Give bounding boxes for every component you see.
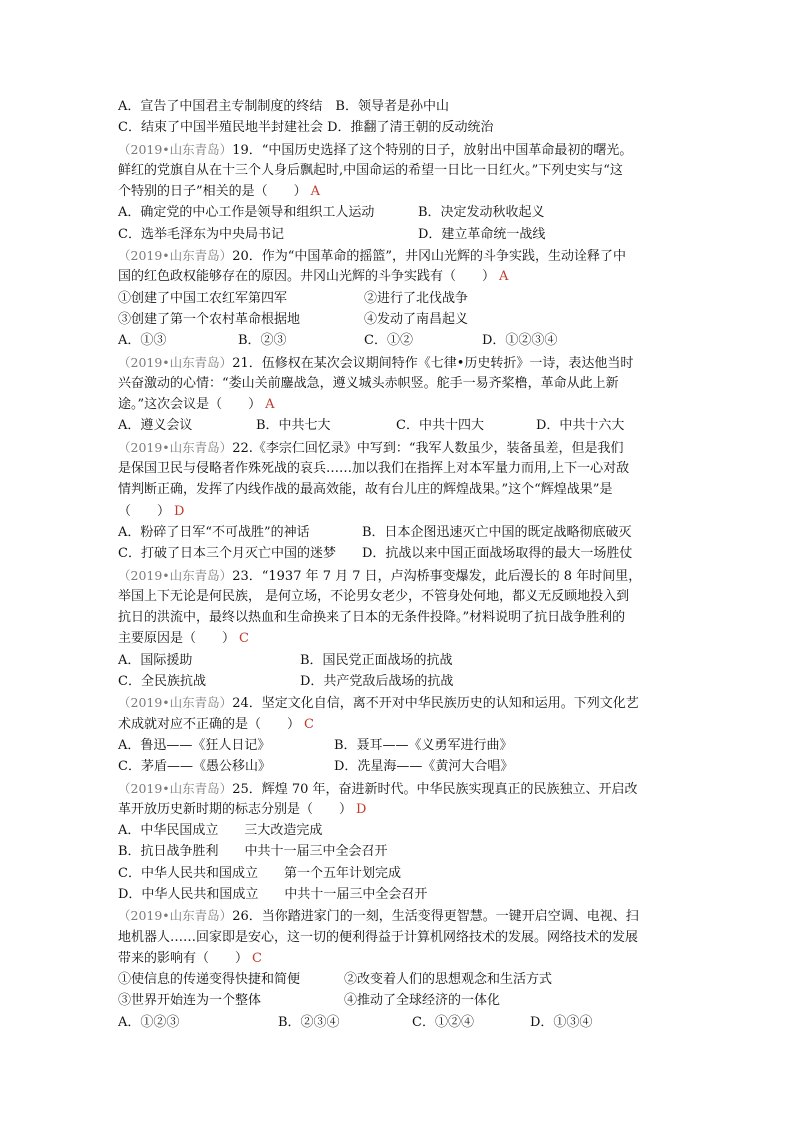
q26-stem-line-3: 带来的影响有（ ） C <box>118 950 262 966</box>
q21-stem-line-3: 途。”这次会议是（ ） A <box>118 397 275 413</box>
q22-option-b: B．日本企图迅速灭亡中国的既定战略彻底破灭 <box>362 524 632 540</box>
q26-statements-row-1 <box>118 969 678 990</box>
q22-stem-line-4: （ ） D <box>118 503 185 519</box>
q18-option-d: D．推翻了清王朝的反动统治 <box>327 120 494 136</box>
q26-option-a: A．①②③ <box>118 1014 180 1030</box>
q26-option-c: C．①②④ <box>412 1014 474 1030</box>
q26-statement-1: ①使信息的传递变得快捷和简便 <box>118 972 301 988</box>
q23-answer: C <box>239 631 249 647</box>
q19-answer: A <box>310 184 321 200</box>
q24-options-row-1 <box>118 735 678 756</box>
q20-statement-4: ④发动了南昌起义 <box>364 311 469 327</box>
q23-option-a: A．国际援助 <box>118 652 193 668</box>
q19-source: （2019•山东青岛） <box>118 141 233 157</box>
exam-page <box>118 96 678 1033</box>
q23-option-d: D．共产党敌后战场的抗战 <box>300 674 454 690</box>
q21-stem-line-2: 兴奋激动的心情：“娄山关前鏖战急，遵义城头赤帜竖。舵手一易齐桨橹，革命从此上新 <box>118 375 619 391</box>
q24-option-c: C．茅盾——《愚公移山》 <box>118 759 271 775</box>
q22-source: （2019•山东青岛） <box>118 439 233 455</box>
q20-statement-2: ②进行了北伐战争 <box>364 290 469 306</box>
q23-stem-line-1: （2019•山东青岛）23．“1937 年 7 月 7 日，卢沟桥事变爆发，此后漫长的 8 年时间里， <box>118 567 642 584</box>
q20-source: （2019•山东青岛） <box>118 248 233 264</box>
q25-stem-line-1: （2019•山东青岛）25．辉煌 70 年，奋进新时代。中华民族实现真正的民族独立、开启改 <box>118 780 638 797</box>
q20-option-a: A．①③ <box>118 333 167 349</box>
q25-option-d: D．中华人民共和国成立 中共十一届三中全会召开 <box>118 886 428 902</box>
q20-answer: A <box>499 269 509 285</box>
q18-option-b: B．领导者是孙中山 <box>335 99 449 114</box>
q19-options-row-2 <box>118 224 678 245</box>
q25-stem-line-2: 革开放历史新时期的标志分别是（ ） D <box>118 801 367 817</box>
q26-statements-row-2 <box>118 990 678 1011</box>
q24-stem-line-1: （2019•山东青岛）24．坚定文化自信，离不开对中华民族历史的认知和运用。下列文化艺 <box>118 695 639 712</box>
q23-options-row-2 <box>118 671 678 692</box>
q18-options-row-2 <box>118 117 678 138</box>
q22-answer: D <box>174 503 185 519</box>
q24-option-d: D．冼星海——《黄河大合唱》 <box>334 759 514 775</box>
q19-option-a: A．确定党的中心工作是领导和组织工人运动 <box>118 205 375 221</box>
q24-option-a: A．鲁迅——《狂人日记》 <box>118 737 271 753</box>
q24-option-b: B．聂耳——《义勇军进行曲》 <box>334 737 513 753</box>
q26-statement-2: ②改变着人们的思想观念和生活方式 <box>344 972 553 988</box>
q19-stem-line-3: 个特别的日子”相关的是（ ） A <box>118 184 321 200</box>
q19-stem-line-2: 鲜红的党旗自从在十三个人身后飘起时,中国命运的希望一日比一日红火。”下列史实与“这 <box>118 162 623 178</box>
q20-statements-row-2 <box>118 309 678 330</box>
q20-options-row <box>118 330 678 351</box>
q19-options-row-1 <box>118 202 678 223</box>
q22-options-row-1 <box>118 522 678 543</box>
q26-option-d: D．①③④ <box>530 1014 593 1030</box>
q19-option-b: B．决定发动秋收起义 <box>418 205 545 221</box>
q26-option-b: B．②③④ <box>278 1014 340 1030</box>
q22-stem-line-3: 情判断正确，发挥了内线作战的最高效能，故有台儿庄的辉煌战果。”这个“辉煌战果”是 <box>118 482 613 498</box>
q23-option-b: B．国民党正面战场的抗战 <box>300 652 453 668</box>
q20-stem-line-2: 国的红色政权能够存在的原因。井冈山光辉的斗争实践有（ ） A <box>118 269 509 285</box>
q20-statements-row-1 <box>118 288 678 309</box>
q24-options-row-2 <box>118 756 678 777</box>
q20-statement-1: ①创建了中国工农红军第四军 <box>118 290 288 306</box>
q21-source: （2019•山东青岛） <box>118 354 233 370</box>
q26-statement-3: ③世界开始连为一个整体 <box>118 993 262 1009</box>
q22-option-d: D．抗战以来中国正面战场取得的最大一场胜仗 <box>362 546 633 562</box>
q18-options-row-1 <box>118 96 678 117</box>
q23-stem-line-3: 抗日的洪流中，最终以热血和生命换来了日本的无条件投降。”材料说明了抗日战争胜利的 <box>118 610 626 626</box>
q26-options-row <box>118 1012 678 1033</box>
q21-option-a: A．遵义会议 <box>118 418 193 434</box>
q21-option-d: D．中共十六大 <box>536 418 625 434</box>
q22-stem-line-1: （2019•山东青岛）22.《李宗仁回忆录》中写到：“我军人数虽少，装备虽差，但是我们 <box>118 439 624 456</box>
q25-source: （2019•山东青岛） <box>118 780 233 796</box>
q22-options-row-2 <box>118 543 678 564</box>
q20-option-b: B．②③ <box>238 333 287 349</box>
q26-statement-4: ④推动了全球经济的一体化 <box>344 993 501 1009</box>
q22-stem-line-2: 是保国卫民与侵略者作殊死战的哀兵……加以我们在指挥上对本军量力而用,上下一心对敌 <box>118 461 630 477</box>
q26-source: （2019•山东青岛） <box>118 908 233 924</box>
q19-stem-line-1: （2019•山东青岛）19．“中国历史选择了这个特别的日子，放射出中国革命最初的曙光。 <box>118 141 633 158</box>
q24-stem-line-2: 术成就对应不正确的是（ ） C <box>118 716 314 732</box>
q19-option-c: C．选举毛泽东为中央局书记 <box>118 226 284 242</box>
q23-options-row-1 <box>118 650 678 671</box>
q22-option-a: A．粉碎了日军“不可战胜”的神话 <box>118 524 310 540</box>
q25-option-c: C．中华人民共和国成立 第一个五年计划完成 <box>118 865 401 881</box>
q22-option-c: C．打破了日本三个月灭亡中国的迷梦 <box>118 546 336 562</box>
q24-answer: C <box>304 716 314 732</box>
q21-stem-line-1: （2019•山东青岛）21．伍修权在某次会议期间特作《七律•历史转折》一诗，表达他当时 <box>118 354 634 371</box>
q21-options-row <box>118 415 678 436</box>
q20-option-d: D．①②③④ <box>482 333 558 349</box>
q26-stem-line-2: 地机器人……回家即是安心，这一切的便利得益于计算机网络技术的发展。网络技术的发展 <box>118 929 639 945</box>
q26-stem-line-1: （2019•山东青岛）26．当你踏进家门的一刻，生活变得更智慧。一键开启空调、电视、扫 <box>118 908 639 925</box>
q23-stem-line-4: 主要原因是（ ） C <box>118 631 249 647</box>
q21-option-b: B．中共七大 <box>256 418 331 434</box>
q26-answer: C <box>252 950 262 966</box>
q23-source: （2019•山东青岛） <box>118 567 233 583</box>
q25-option-b: B．抗日战争胜利 中共十一届三中全会召开 <box>118 844 388 860</box>
q19-option-d: D．建立革命统一战线 <box>418 226 546 242</box>
q21-option-c: C．中共十四大 <box>396 418 484 434</box>
q25-answer: D <box>356 801 367 817</box>
q21-answer: A <box>265 397 275 413</box>
q24-source: （2019•山东青岛） <box>118 695 233 711</box>
q20-statement-3: ③创建了第一个农村革命根据地 <box>118 311 301 327</box>
q20-option-c: C．①② <box>364 333 413 349</box>
q23-option-c: C．全民族抗战 <box>118 674 206 690</box>
q18-option-a: A．宣告了中国君主专制制度的终结 <box>118 99 323 114</box>
q20-stem-line-1: （2019•山东青岛）20．作为“中国革命的摇篮”，井冈山光辉的斗争实践，生动诠释了中 <box>118 248 627 265</box>
q25-option-a: A．中华民国成立 三大改造完成 <box>118 823 323 839</box>
q23-stem-line-2: 举国上下无论是何民族， 是何立场，不论男女老少，不管身处何地，都义无反顾地投入到 <box>118 588 630 604</box>
q18-option-c: C．结束了中国半殖民地半封建社会 <box>118 120 323 136</box>
